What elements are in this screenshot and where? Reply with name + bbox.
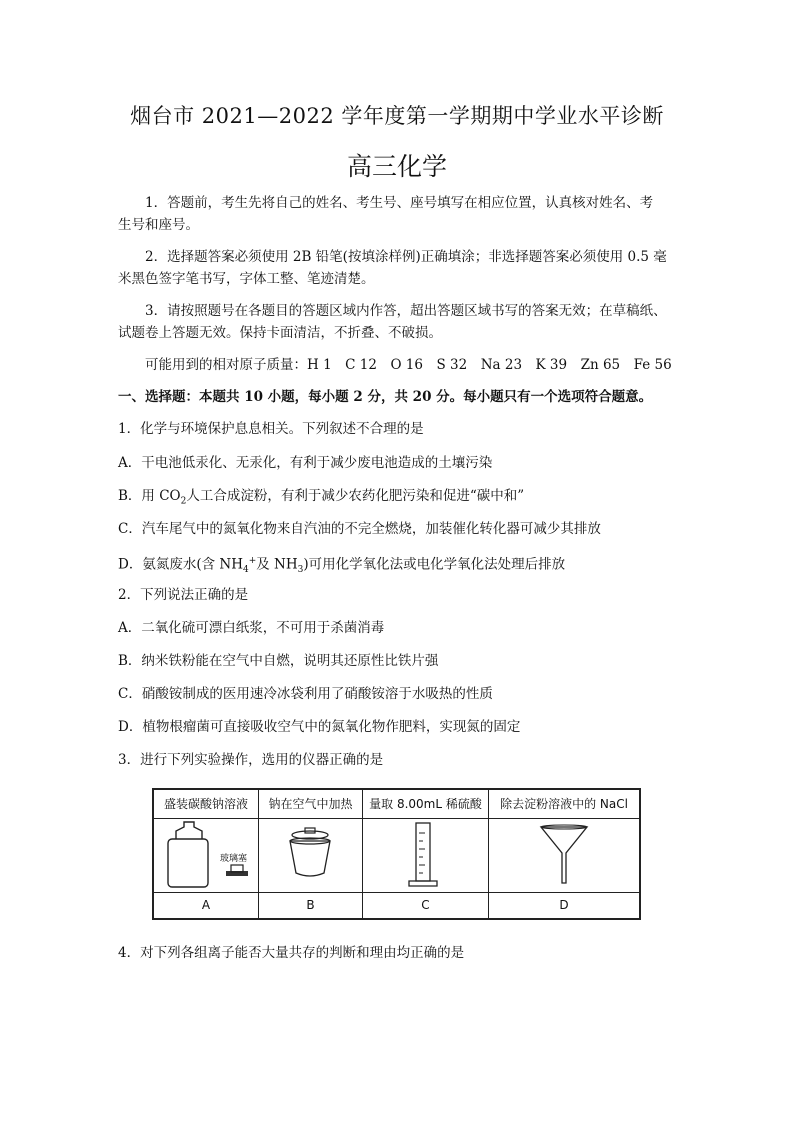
instruction-2-line1: 2．选择题答案必须使用 2B 铅笔(按填涂样例)正确填涂；非选择题答案必须使用 0.5 毫 — [145, 249, 667, 265]
q1-option-c: C．汽车尾气中的氮氧化物来自汽油的不完全燃烧，加装催化转化器可减少其排放 — [118, 521, 601, 537]
q1-option-d: D．氨氮废水(含 $NH_4^+$及 $NH_3$)可用化学氧化法或电化学氧化法处理后排放 — [118, 556, 566, 576]
q3-column-a — [154, 790, 259, 918]
funnel-icon — [489, 819, 639, 891]
q2-option-b: B．纳米铁粉能在空气中自燃，说明其还原性比铁片强 — [118, 653, 439, 669]
q2-option-d: D．植物根瘤菌可直接吸收空气中的氮氧化物作肥料，实现氮的固定 — [118, 719, 521, 735]
subject-title: 高三化学 — [346, 152, 447, 181]
q3-column-d — [489, 790, 639, 918]
q4-stem: 4．对下列各组离子能否大量共存的判断和理由均正确的是 — [118, 945, 465, 961]
q3-label-a: A — [201, 898, 211, 912]
q1-option-a: A．干电池低汞化、无汞化，有利于减少废电池造成的土壤污染 — [118, 455, 493, 471]
q3-header-b: 钠在空气中加热 — [259, 790, 362, 819]
instruction-1-line1: 1．答题前，考生先将自己的姓名、考生号、座号填写在相应位置，认真核对姓名、考 — [145, 195, 654, 211]
q3-label-b: B — [306, 898, 315, 912]
q3-label-d: D — [559, 898, 569, 912]
q3-header-d: 除去淀粉溶液中的 NaCl — [489, 790, 639, 819]
q1-option-b: B．用 $CO_2$人工合成淀粉，有利于减少农药化肥污染和促进“碳中和” — [118, 488, 525, 507]
q3-header-a: 盛装碳酸钠溶液 — [154, 790, 258, 819]
atomic-masses: 可能用到的相对原子质量：H 1 C 12 O 16 S 32 Na 23 K 39 Zn 65 Fe 56 — [145, 357, 672, 373]
q3-column-c — [363, 790, 489, 918]
stopper-label: 玻璃塞 — [220, 854, 248, 864]
q3-column-b — [259, 790, 363, 918]
q3-header-c: 量取 8.00mL 稀硫酸 — [363, 790, 488, 819]
graduated-cylinder-icon — [363, 819, 488, 891]
q2-option-a: A．二氧化硫可漂白纸浆，不可用于杀菌消毒 — [118, 620, 385, 636]
q1-stem: 1．化学与环境保护息息相关。下列叙述不合理的是 — [118, 421, 424, 437]
q3-stem: 3．进行下列实验操作，选用的仪器正确的是 — [118, 752, 384, 768]
q3-label-c: C — [421, 898, 430, 912]
q2-option-c: C．硝酸铵制成的医用速冷冰袋利用了硝酸铵溶于水吸热的性质 — [118, 686, 493, 702]
q3-apparatus-table — [152, 788, 641, 920]
instruction-3-line1: 3．请按照题号在各题目的答题区域内作答，超出答题区域书写的答案无效；在草稿纸、 — [145, 303, 667, 319]
q2-stem: 2．下列说法正确的是 — [118, 587, 249, 603]
exam-title: 烟台市 2021—2022 学年度第一学期期中学业水平诊断 — [130, 104, 664, 128]
reagent-bottle-icon — [154, 819, 258, 891]
instruction-3-line2: 试题卷上答题无效。保持卡面清洁，不折叠、不破损。 — [118, 325, 442, 341]
section-one-heading: 一、选择题：本题共 10 小题，每小题 2 分，共 20 分。每小题只有一个选项符合题意。 — [118, 389, 653, 405]
crucible-icon — [259, 819, 362, 891]
instruction-2-line2: 米黑色签字笔书写，字体工整、笔迹清楚。 — [118, 271, 375, 287]
instruction-1-line2: 生号和座号。 — [118, 217, 199, 233]
